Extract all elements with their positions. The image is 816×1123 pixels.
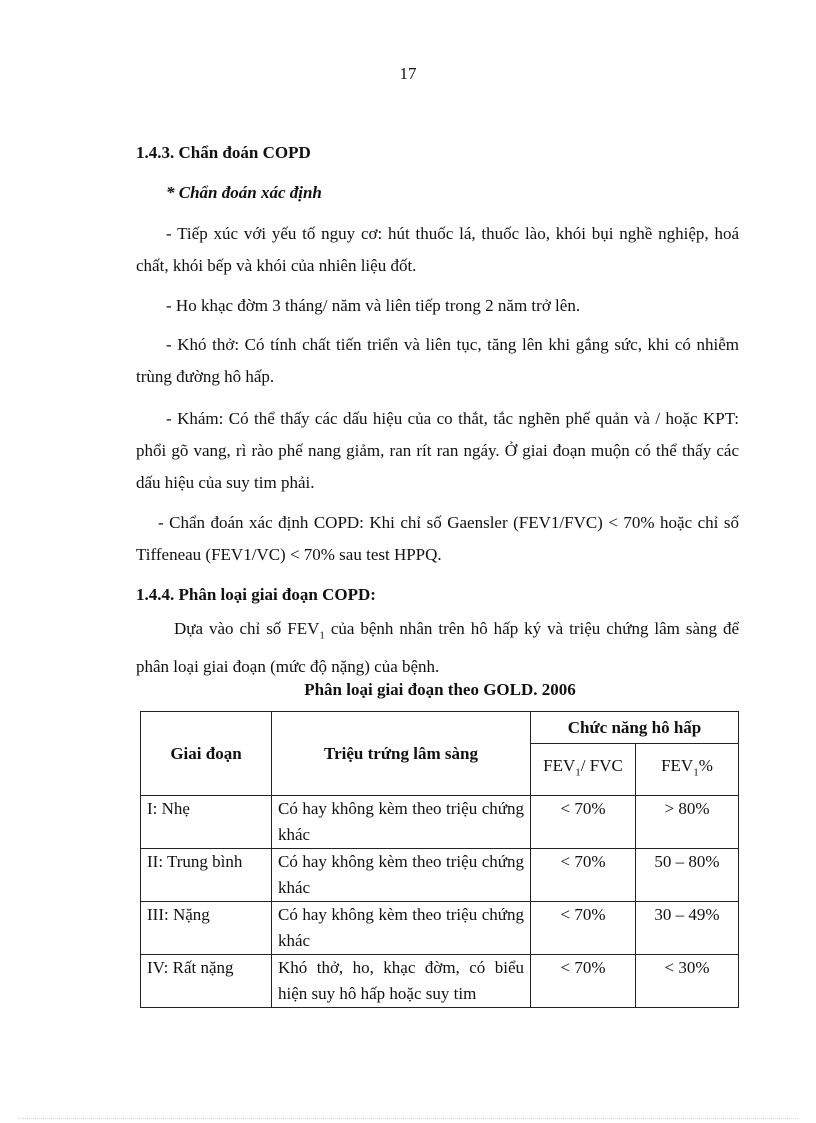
cell-fev1-fvc: < 70%	[531, 796, 636, 849]
cell-fev1-fvc: < 70%	[531, 955, 636, 1008]
table-row	[141, 955, 739, 1008]
cell-stage: II: Trung bình	[141, 849, 272, 902]
header-fev1-fvc: $FEV_1/$ FVC	[531, 744, 636, 796]
section-heading-diagnosis: 1.4.3. Chẩn đoán COPD	[136, 143, 311, 162]
cell-fev1-fvc: < 70%	[531, 849, 636, 902]
header-fev1-percent: $FEV_1\%$	[636, 744, 739, 796]
cell-symptoms: Có hay không kèm theo triệu chứng khác	[272, 902, 531, 955]
page-number: 17	[399, 64, 417, 83]
paragraph-cough: - Ho khạc đờm 3 tháng/ năm và liên tiếp trong 2 năm trở lên.	[166, 296, 581, 315]
cell-stage: IV: Rất nặng	[141, 955, 272, 1008]
table-row	[141, 796, 739, 849]
cell-stage: III: Nặng	[141, 902, 272, 955]
header-respiratory-function: Chức năng hô hấp	[531, 712, 739, 744]
table-row	[141, 902, 739, 955]
cell-symptoms: Khó thở, ho, khạc đờm, có biểu hiện suy hô hấp hoặc suy tim	[272, 955, 531, 1008]
paragraph-examination: - Khám: Có thể thấy các dấu hiệu của co thắt, tắc nghẽn phế quản và / hoặc KPT: phổi gõ vang, rì rào phế nang giảm, ran rít ran ngáy. Ở giai đoạn muộn có thể thấy các dấu hiệu của suy tim phải.	[136, 409, 739, 492]
paragraph-dyspnea: - Khó thở: Có tính chất tiến triển và liên tục, tăng lên khi gắng sức, khi có nhiễm trùng đường hô hấp.	[136, 335, 739, 386]
section-heading-staging: 1.4.4. Phân loại giai đoạn COPD:	[136, 585, 376, 604]
paragraph-diagnosis-criteria: - Chẩn đoán xác định COPD: Khi chỉ số Gaensler (FEV1/FVC) < 70% hoặc chỉ số Tiffeneau (FEV1/VC) < 70% sau test HPPQ.	[136, 513, 739, 564]
gold-staging-table	[140, 711, 739, 1008]
cell-fev1-fvc: < 70%	[531, 902, 636, 955]
page-bottom-divider	[18, 1118, 798, 1119]
cell-symptoms: Có hay không kèm theo triệu chứng khác	[272, 849, 531, 902]
paragraph-staging-intro: Dựa vào chỉ số $FEV_1$ của bệnh nhân trên hô hấp ký và triệu chứng lâm sàng để phân loại giai đoạn (mức độ nặng) của bệnh.	[136, 619, 739, 677]
cell-stage: I: Nhẹ	[141, 796, 272, 849]
header-stage: Giai đoạn	[141, 712, 272, 796]
table-caption: Phân loại giai đoạn theo GOLD. 2006	[304, 680, 576, 699]
cell-fev1-percent: < 30%	[636, 955, 739, 1008]
cell-fev1-percent: > 80%	[636, 796, 739, 849]
cell-fev1-percent: 30 – 49%	[636, 902, 739, 955]
table-row	[141, 849, 739, 902]
subheading-definitive-diagnosis: * Chẩn đoán xác định	[166, 183, 322, 202]
header-symptoms: Triệu trứng lâm sàng	[272, 712, 531, 796]
cell-fev1-percent: 50 – 80%	[636, 849, 739, 902]
cell-symptoms: Có hay không kèm theo triệu chứng khác	[272, 796, 531, 849]
paragraph-risk-exposure: - Tiếp xúc với yếu tố nguy cơ: hút thuốc lá, thuốc lào, khói bụi nghề nghiệp, hoá chất, khói bếp và khói của nhiên liệu đốt.	[136, 224, 739, 275]
